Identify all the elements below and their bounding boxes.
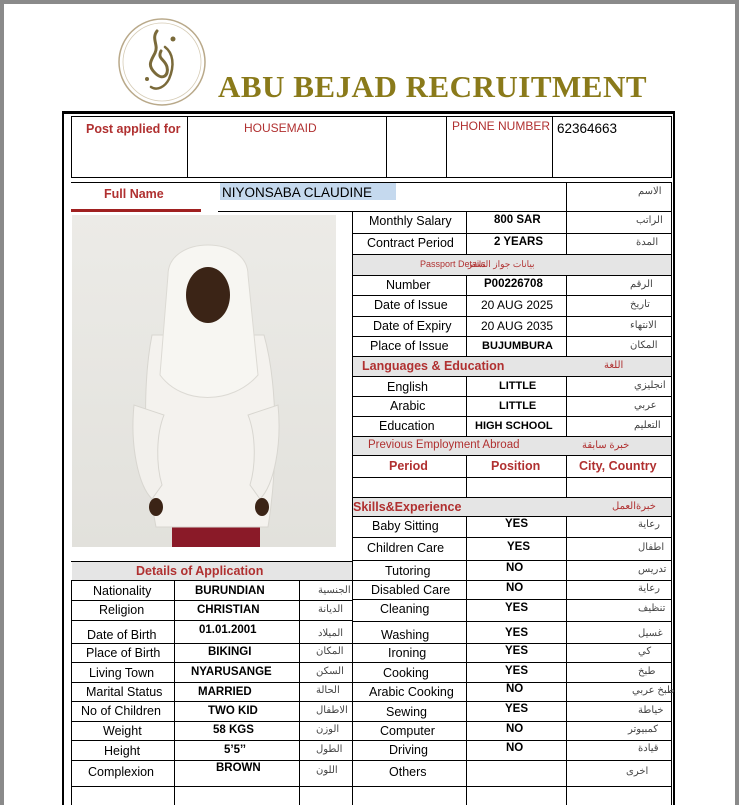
skill-value: NO [506, 723, 524, 735]
skill-value: YES [505, 518, 529, 530]
contract-period-label: Contract Period [367, 236, 454, 250]
detail-label: Place of Birth [86, 646, 161, 660]
skill-label: Disabled Care [371, 583, 451, 597]
english-label: English [387, 380, 428, 394]
skills-section-title: Skills&Experience [353, 500, 462, 514]
detail-label: No of Children [81, 704, 161, 718]
detail-value: NYARUSANGE [191, 666, 272, 678]
skill-label: Computer [380, 724, 435, 738]
detail-value: CHRISTIAN [197, 604, 260, 616]
skill-label: Children Care [367, 541, 445, 555]
place-of-issue-value: BUJUMBURA [482, 340, 553, 352]
agency-logo [117, 17, 207, 107]
skill-value: NO [506, 683, 524, 695]
detail-label: Living Town [89, 666, 155, 680]
skill-label: Ironing [388, 646, 427, 660]
english-value: LITTLE [499, 380, 537, 392]
full-name-arabic: الاسم [638, 186, 662, 197]
detail-value: 01.01.2001 [199, 624, 257, 636]
contract-period-value: 2 YEARS [494, 236, 544, 248]
detail-value: 58 KGS [213, 724, 254, 736]
monthly-salary-label: Monthly Salary [369, 214, 452, 228]
skill-value: YES [505, 645, 529, 657]
skill-value: NO [506, 742, 524, 754]
detail-label: Height [104, 744, 141, 758]
passport-number-label: Number [386, 278, 431, 292]
post-value: HOUSEMAID [244, 121, 317, 135]
detail-label: Nationality [93, 584, 152, 598]
skill-label: Others [389, 765, 427, 779]
passport-section-title: Passport Details [420, 259, 486, 269]
skill-value: YES [505, 627, 529, 639]
skill-label: Washing [381, 628, 430, 642]
detail-label: Marital Status [86, 685, 163, 699]
arabic-label: Arabic [390, 399, 426, 413]
date-of-issue-value: 20 AUG 2025 [481, 298, 554, 312]
skill-label: Driving [389, 743, 428, 757]
skill-value: NO [506, 562, 524, 574]
passport-number-value: P00226708 [484, 278, 543, 290]
phone-label: PHONE NUMBER [452, 119, 551, 133]
skill-label: Cooking [383, 666, 429, 680]
detail-value: BURUNDIAN [195, 585, 265, 597]
skill-value: YES [505, 665, 529, 677]
skill-label: Sewing [386, 705, 427, 719]
skill-label: Baby Sitting [372, 519, 439, 533]
skill-label: Tutoring [385, 564, 431, 578]
candidate-photo [72, 215, 336, 547]
detail-value: 5’5’’ [224, 744, 246, 756]
skill-value: YES [505, 703, 529, 715]
detail-value: BIKINGI [208, 646, 252, 658]
detail-label: Religion [99, 603, 145, 617]
detail-value: MARRIED [198, 686, 252, 698]
full-name-value: NIYONSABA CLAUDINE [222, 185, 373, 200]
date-of-expiry-label: Date of Expiry [373, 319, 452, 333]
details-section-title: Details of Application [136, 564, 264, 578]
skill-value: YES [507, 541, 531, 553]
arabic-value: LITTLE [499, 400, 537, 412]
phone-value: 62364663 [557, 121, 618, 136]
education-value: HIGH SCHOOL [475, 420, 553, 432]
employment-section-title: Previous Employment Abroad [368, 439, 520, 451]
detail-label: Date of Birth [87, 628, 157, 642]
detail-value: TWO KID [208, 705, 258, 717]
languages-section-title: Languages & Education [362, 359, 505, 373]
place-of-issue-label: Place of Issue [370, 339, 449, 353]
date-of-expiry-value: 20 AUG 2035 [481, 319, 554, 333]
detail-label: Complexion [88, 765, 155, 779]
skill-label: Arabic Cooking [369, 685, 454, 699]
monthly-salary-value: 800 SAR [494, 214, 541, 226]
agency-name: ABU BEJAD RECRUITMENT [218, 69, 648, 104]
detail-value: BROWN [216, 762, 261, 774]
employment-period-header: Period [389, 459, 428, 473]
skill-label: Cleaning [380, 602, 430, 616]
post-label: Post applied for [86, 122, 181, 136]
skill-value: YES [505, 602, 529, 614]
education-label: Education [379, 419, 435, 433]
employment-position-header: Position [491, 459, 541, 473]
detail-label: Weight [103, 724, 142, 738]
full-name-label: Full Name [104, 187, 164, 201]
employment-city-header: City, Country [579, 459, 657, 473]
date-of-issue-label: Date of Issue [374, 298, 448, 312]
skill-value: NO [506, 582, 524, 594]
